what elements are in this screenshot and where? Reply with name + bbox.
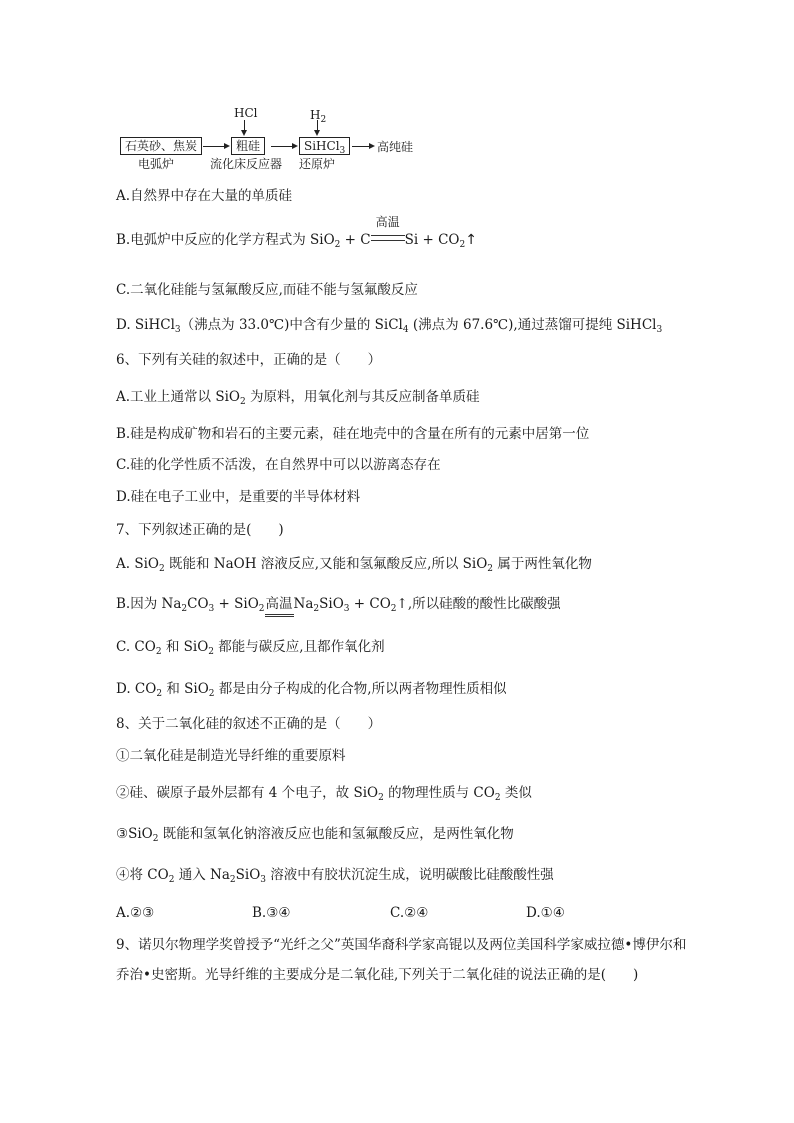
q8-stem: 8、关于二氧化硅的叙述不正确的是（ ） [116, 716, 382, 732]
arrow-3-line [352, 146, 370, 147]
q8-option-b: B.③④ [252, 905, 291, 921]
q5-option-d: D. SiHCl$_3$（沸点为 33.0℃)中含有少量的 SiCl$_4$ (沸点为 67.6℃),通过蒸馏可提纯 SiHCl$_3$ [116, 317, 663, 335]
q6-option-b: B.硅是构成矿物和岩石的主要元素，硅在地壳中的含量在所有的元素中居第一位 [116, 426, 590, 442]
reagent-hcl: HCl [234, 106, 258, 120]
box-quartz-coke: 石英砂、焦炭 [120, 137, 202, 155]
q6-option-d: D.硅在电子工业中，是重要的半导体材料 [116, 489, 361, 505]
reagent-h2: $H_2$ [310, 108, 327, 125]
q7-option-a: A. SiO$_2$ 既能和 NaOH 溶液反应,又能和氢氟酸反应,所以 SiO$_2$ 属于两性氧化物 [116, 556, 592, 574]
arrow-1-line [203, 146, 225, 147]
caption-fluidized-bed: 流化床反应器 [210, 157, 283, 171]
q8-option-c: C.②④ [390, 905, 429, 921]
arrow-1-head [224, 143, 230, 149]
arrow-2-head [292, 143, 298, 149]
q8-item-2: ②硅、碳原子最外层都有 4 个电子，故 SiO$_2$ 的物理性质与 $CO_2$ 类似 [116, 785, 532, 803]
q6-option-c: C.硅的化学性质不活泼，在自然界中可以以游离态存在 [116, 457, 441, 473]
q7-option-d: D. $CO_2$ 和 SiO$_2$ 都是由分子构成的化合物,所以两者物理性质相似 [116, 681, 507, 699]
q7-stem: 7、下列叙述正确的是( ) [116, 522, 284, 538]
product-pure-silicon: 高纯硅 [377, 140, 414, 154]
arrow-3-head [369, 143, 375, 149]
q7-option-b: B.因为 $Na_2CO_3 + SiO_2$高温$Na_2SiO_3$ + $CO_2↑$,所以硅酸的酸性比碳酸强 [116, 594, 694, 617]
q8-item-3: ③SiO$_2$ 既能和氢氧化钠溶液反应也能和氢氟酸反应，是两性氧化物 [116, 826, 514, 844]
q9-stem: 9、诺贝尔物理学奖曾授予“光纤之父”英国华裔科学家高锟以及两位美国科学家威拉德•博伊尔和乔治•史密斯。光导纤维的主要成分是二氧化硅,下列关于二氧化硅的说法正确的是( ) [116, 937, 687, 983]
q7-option-c: C. $CO_2$ 和 SiO$_2$ 都能与碳反应,且都作氧化剂 [116, 639, 385, 657]
q6-stem: 6、下列有关硅的叙述中，正确的是（ ） [116, 352, 382, 368]
q8-item-4: ④将 $CO_2$ 通入 $Na_2SiO_3$ 溶液中有胶状沉淀生成，说明碳酸比硅酸酸性强 [116, 867, 554, 885]
q5-option-c: C.二氧化硅能与氢氟酸反应,而硅不能与氢氟酸反应 [116, 282, 418, 298]
caption-reduction-furnace: 还原炉 [299, 157, 336, 171]
condition-high-temp: 高温 [371, 230, 405, 250]
box-crude-silicon: 粗硅 [231, 137, 265, 155]
arrow-2-line [271, 146, 293, 147]
q8-option-d: D.①④ [526, 905, 565, 921]
condition-high-temp-2: 高温 [265, 594, 294, 617]
process-flow-diagram [116, 106, 436, 176]
q5-option-a: A.自然界中存在大量的单质硅 [116, 188, 293, 204]
q8-item-1: ①二氧化硅是制造光导纤维的重要原料 [116, 748, 346, 764]
hcl-arrow-head [241, 130, 247, 136]
q6-option-a: A.工业上通常以 SiO$_2$ 为原料，用氧化剂与其反应制备单质硅 [116, 389, 480, 407]
q8-option-a: A.②③ [116, 905, 155, 921]
q5-option-b: B.电弧炉中反应的化学方程式为 SiO$_2$ + C 高温 $Si + CO_2↑$ [116, 215, 477, 250]
box-sihcl3: SiHCl$_3$ [299, 137, 350, 155]
h2-arrow-head [314, 130, 320, 136]
caption-arc-furnace: 电弧炉 [138, 157, 175, 171]
